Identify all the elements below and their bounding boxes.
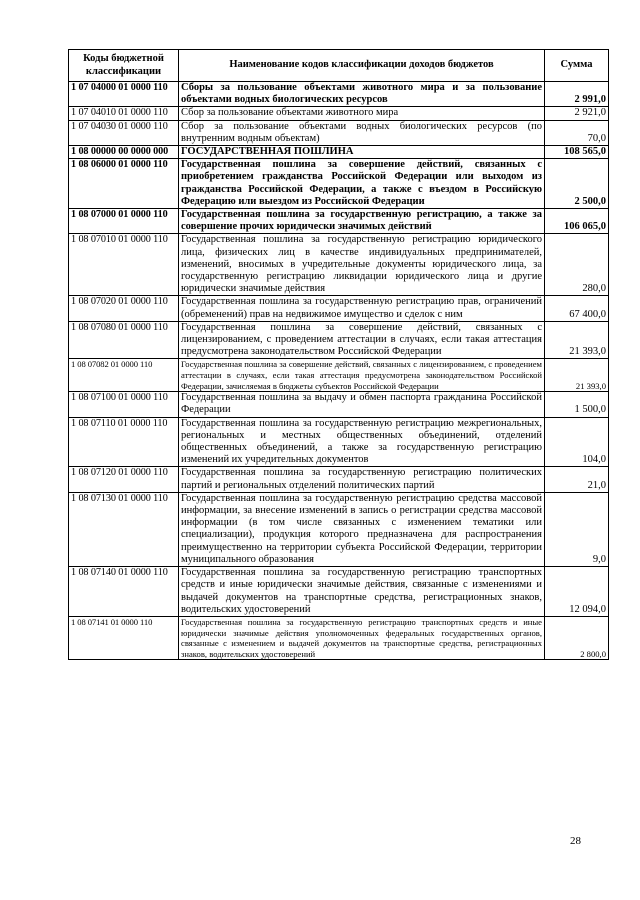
table-row <box>69 209 609 234</box>
table-row <box>69 392 609 417</box>
amount-cell: 2 921,0 <box>545 107 609 120</box>
amount-cell: 108 565,0 <box>545 146 609 159</box>
table-row <box>69 82 609 107</box>
code-cell: 1 08 07130 01 0000 110 <box>69 492 179 566</box>
table-row <box>69 296 609 321</box>
code-cell: 1 07 04000 01 0000 110 <box>69 82 179 107</box>
table-row <box>69 417 609 467</box>
code-cell: 1 08 00000 00 0000 000 <box>69 146 179 159</box>
name-cell: Государственная пошлина за совершение действий, связанных с лицензированием, с проведением аттестации в случаях, если такая аттестация предусмотрена законодательством Российской Федерации <box>179 321 545 359</box>
name-cell: Государственная пошлина за совершение действий, связанных с лицензированием, с проведением аттестации в случаях, если такая аттестация предусмотрена законодательством Российской Федерации, зачисляемая в бюджеты субъектов Российской Федерации <box>179 359 545 392</box>
code-cell: 1 08 07000 01 0000 110 <box>69 209 179 234</box>
name-cell: Сбор за пользование объектами водных биологических ресурсов (по внутренним водным объектам) <box>179 120 545 145</box>
table-row <box>69 107 609 120</box>
code-cell: 1 08 07010 01 0000 110 <box>69 234 179 296</box>
code-cell: 1 08 07110 01 0000 110 <box>69 417 179 467</box>
amount-cell: 2 500,0 <box>545 159 609 209</box>
name-cell: Сборы за пользование объектами животного мира и за пользование объектами водных биологических ресурсов <box>179 82 545 107</box>
name-cell: Государственная пошлина за государственную регистрацию межрегиональных, региональных и местных общественных объединений, отделений общественных объединений, а также за государственную регистрацию изменений их учредительных документов <box>179 417 545 467</box>
table-row <box>69 467 609 492</box>
amount-cell: 67 400,0 <box>545 296 609 321</box>
table-row <box>69 567 609 617</box>
code-cell: 1 08 07082 01 0000 110 <box>69 359 179 392</box>
table-row <box>69 234 609 296</box>
amount-cell: 280,0 <box>545 234 609 296</box>
header-name: Наименование кодов классификации доходов бюджетов <box>179 50 545 82</box>
name-cell: Государственная пошлина за государственную регистрацию транспортных средств и иные юридически значимые действия уполномоченных федеральных государственных органов, связанные с изменением и выдачей документов на транспортные средства, регистрационных знаков, водительских удостоверений <box>179 616 545 659</box>
amount-cell: 21 393,0 <box>545 321 609 359</box>
name-cell: Государственная пошлина за государственную регистрацию средства массовой информации, за внесение изменений в запись о регистрации средства массовой информации (в том числе связанных с изменением тематики или специализации), продукция которого предназначена для распространения преимущественно на территории субъекта Российской Федерации, территории муниципального образования <box>179 492 545 566</box>
amount-cell: 12 094,0 <box>545 567 609 617</box>
table-row <box>69 120 609 145</box>
name-cell: Государственная пошлина за государственную регистрацию, а также за совершение прочих юридически значимых действий <box>179 209 545 234</box>
code-cell: 1 08 07020 01 0000 110 <box>69 296 179 321</box>
budget-revenue-table <box>68 49 609 660</box>
table-row <box>69 492 609 566</box>
header-amount: Сумма <box>545 50 609 82</box>
amount-cell: 106 065,0 <box>545 209 609 234</box>
page-number: 28 <box>570 835 581 847</box>
amount-cell: 2 991,0 <box>545 82 609 107</box>
amount-cell: 2 800,0 <box>545 616 609 659</box>
table-row <box>69 359 609 392</box>
code-cell: 1 08 07141 01 0000 110 <box>69 616 179 659</box>
code-cell: 1 08 07080 01 0000 110 <box>69 321 179 359</box>
name-cell: Государственная пошлина за государственную регистрацию политических партий и региональных отделений политических партий <box>179 467 545 492</box>
table-row <box>69 321 609 359</box>
name-cell: Государственная пошлина за совершение действий, связанных с приобретением гражданства Российской Федерации или выходом из гражданства Российской Федерации, а также с въездом в Российскую Федерацию или выездом из Российской Федерации <box>179 159 545 209</box>
amount-cell: 21 393,0 <box>545 359 609 392</box>
code-cell: 1 07 04010 01 0000 110 <box>69 107 179 120</box>
code-cell: 1 07 04030 01 0000 110 <box>69 120 179 145</box>
table-row <box>69 159 609 209</box>
name-cell: Сбор за пользование объектами животного мира <box>179 107 545 120</box>
name-cell: Государственная пошлина за государственную регистрацию транспортных средств и иные юридически значимые действия, связанные с изменениями и выдачей документов на транспортные средства, регистрационных знаков, водительских удостоверений <box>179 567 545 617</box>
header-code: Коды бюджетной классификации <box>69 50 179 82</box>
code-cell: 1 08 07140 01 0000 110 <box>69 567 179 617</box>
code-cell: 1 08 07100 01 0000 110 <box>69 392 179 417</box>
name-cell: ГОСУДАРСТВЕННАЯ ПОШЛИНА <box>179 146 545 159</box>
name-cell: Государственная пошлина за государственную регистрацию юридического лица, физических лиц в качестве индивидуальных предпринимателей, изменений, вносимых в учредительные документы юридического лица, за государственную регистрацию ликвидации юридического лица и другие юридически значимые действия <box>179 234 545 296</box>
amount-cell: 1 500,0 <box>545 392 609 417</box>
code-cell: 1 08 06000 01 0000 110 <box>69 159 179 209</box>
name-cell: Государственная пошлина за выдачу и обмен паспорта гражданина Российской Федерации <box>179 392 545 417</box>
table-row <box>69 146 609 159</box>
amount-cell: 104,0 <box>545 417 609 467</box>
amount-cell: 21,0 <box>545 467 609 492</box>
table-row <box>69 616 609 659</box>
amount-cell: 70,0 <box>545 120 609 145</box>
name-cell: Государственная пошлина за государственную регистрацию прав, ограничений (обременений) прав на недвижимое имущество и сделок с ним <box>179 296 545 321</box>
table-header-row <box>69 50 609 82</box>
amount-cell: 9,0 <box>545 492 609 566</box>
code-cell: 1 08 07120 01 0000 110 <box>69 467 179 492</box>
